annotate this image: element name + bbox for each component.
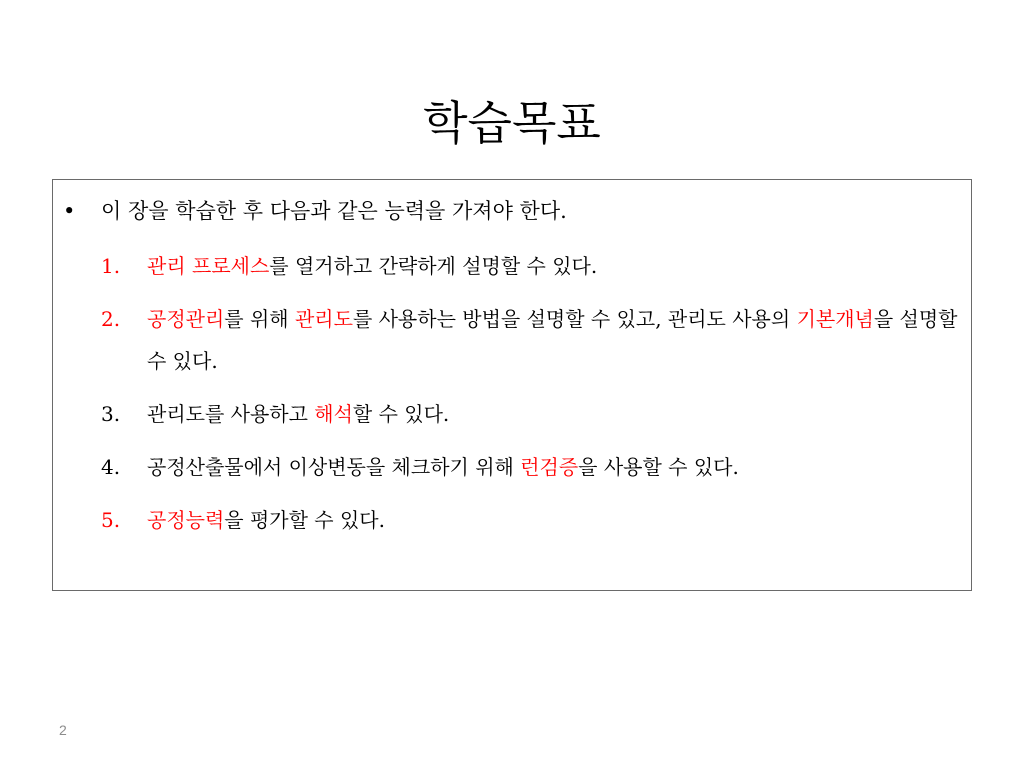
objective-text-segment: 을 사용할 수 있다. [578,455,739,479]
objective-item [101,248,963,287]
highlighted-term: 공정관리 [147,307,225,331]
slide-title: 학습목표 [423,96,601,150]
objective-text [147,245,963,287]
objective-text-segment: 을 설명할 수 있다. [147,307,958,373]
bullet-icon: • [63,199,76,223]
objective-text-segment: 를 열거하고 간략하게 설명할 수 있다. [269,254,598,278]
objective-text-segment: 을 평가할 수 있다. [224,508,385,532]
objective-text [147,446,963,488]
highlighted-term: 관리 프로세스 [147,254,270,278]
objective-item [101,396,963,435]
objective-number: 3. [101,402,121,426]
objective-text [147,393,963,435]
objectives-box [52,179,972,591]
objective-text [147,499,963,541]
highlighted-term: 해석 [314,402,353,426]
objectives-list [101,248,963,555]
objective-number: 5. [101,508,121,532]
highlighted-term: 기본개념 [796,307,874,331]
objective-text-segment: 공정산출물에서 이상변동을 체크하기 위해 [147,455,521,479]
intro-text: 이 장을 학습한 후 다음과 같은 능력을 가져야 한다. [101,199,567,223]
objective-text-segment: 를 위해 [224,307,295,331]
objective-text-segment: 를 사용하는 방법을 설명할 수 있고, 관리도 사용의 [352,307,797,331]
objective-text [147,298,963,382]
objective-text-segment: 할 수 있다. [352,402,450,426]
highlighted-term: 런검증 [520,455,579,479]
objective-text-segment: 관리도를 사용하고 [147,402,315,426]
objective-number: 4. [101,455,121,479]
objective-number: 1. [101,254,121,278]
objectives-intro [63,194,567,228]
objective-item [101,449,963,488]
page-number: 2 [59,722,67,738]
objective-item [101,301,963,382]
objective-item [101,502,963,541]
objective-number: 2. [101,307,121,331]
highlighted-term: 관리도 [294,307,353,331]
highlighted-term: 공정능력 [147,508,225,532]
